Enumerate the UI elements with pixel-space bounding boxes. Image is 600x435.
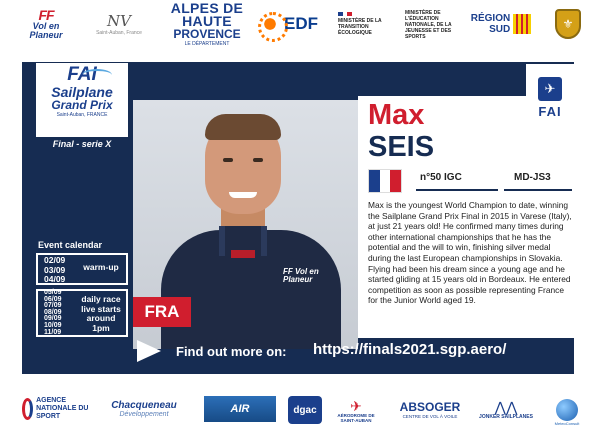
event-title-line2: Grand Prix (51, 98, 113, 112)
glider-registration: MD-JS3 (514, 172, 551, 183)
event-title-line1: Sailplane (51, 84, 113, 100)
meteo-logo (548, 396, 586, 428)
ministry-education-text: MINISTÈRE DE L'ÉDUCATION NATIONALE, DE LA JEUNESSE ET DES SPORTS (405, 10, 452, 40)
event-url-link[interactable]: https://finals2021.sgp.aero/ (313, 341, 507, 358)
pilot-eye-right (253, 158, 263, 162)
absoger-name: ABSOGER (399, 399, 461, 414)
date-item: 06/09 (44, 295, 62, 303)
absoger-sub: CENTRE DE VOL À VOILE (402, 413, 458, 419)
calendar-warmup-box (36, 253, 128, 285)
registration-underline (504, 189, 572, 191)
nv-sub: Saint-Auban, France (96, 30, 142, 36)
event-logo-card (36, 63, 128, 151)
warmup-label: warm-up (83, 262, 119, 272)
alpes-line1: ALPES DE HAUTE (170, 0, 244, 29)
meteo-text: MeteoConsult (554, 420, 580, 426)
french-flag-icon (368, 169, 402, 193)
edf-sun-icon (260, 14, 280, 34)
arrow-right-icon (137, 340, 161, 362)
jonker-wing-icon: ⋀⋀ (494, 399, 518, 415)
region-text (471, 13, 510, 35)
jonker-text: JONKER SAILPLANES (479, 414, 533, 420)
ministry-ecology-text: MINISTÈRE DE LA TRANSITION ÉCOLOGIQUE (338, 18, 382, 36)
fai-eagle-icon: ✈ (538, 77, 562, 101)
air-logo: AIR (204, 396, 276, 422)
town-crest-logo (550, 6, 586, 42)
date-item: 11/09 (44, 328, 62, 336)
find-out-more-label: Find out more on: (176, 344, 287, 359)
alpes-line3: LE DÉPARTEMENT (184, 40, 230, 47)
chacqueneau-logo (96, 396, 192, 422)
chacqueneau-sub: Développement (119, 411, 169, 418)
ans-logo (22, 396, 92, 422)
aerodrome-text: AÉRODROME DE SAINT-AUBAN (337, 413, 375, 423)
pilot-collar-band (231, 250, 255, 258)
ffvp-logo (22, 6, 70, 42)
ffvp-text: Vol en Planeur (29, 20, 63, 40)
calendar-title: Event calendar (38, 240, 103, 250)
globe-icon (556, 399, 578, 421)
fai-badge (526, 64, 574, 122)
igc-underline (416, 189, 498, 191)
igc-number: n°50 IGC (420, 172, 462, 183)
nv-mark: NV (107, 12, 131, 30)
region-line2: SUD (489, 24, 511, 35)
region-flag-icon (513, 14, 531, 34)
chacqueneau-name: Chacqueneau (111, 400, 177, 411)
shirt-badge: FF Vol en Planeur (283, 267, 319, 284)
alpes-haute-provence-logo (162, 0, 252, 47)
ans-swirl-icon (22, 398, 33, 420)
crest-shield-icon: ⚜ (555, 9, 581, 39)
date-item: 08/09 (44, 308, 62, 316)
race-dates (44, 290, 62, 336)
country-code-label: FRA (133, 297, 191, 327)
ans-text: AGENCE NATIONALE DU SPORT (36, 397, 89, 420)
date-item: 02/09 (44, 255, 66, 265)
event-series: Final - serie X (36, 137, 128, 151)
absoger-logo (388, 396, 472, 422)
event-location: Saint-Auban, FRANCE (56, 112, 108, 118)
fai-badge-text: FAI (538, 104, 562, 119)
ministry-education-logo (405, 8, 461, 40)
date-item: 10/09 (44, 321, 62, 329)
aerodrome-logo (334, 396, 378, 426)
ministry-ecology-logo (338, 8, 398, 40)
pilot-bio: Max is the youngest World Champion to date, winning the Sailplane Grand Prix Final in 2015 in Varese (Italy), at just 21 years old! He confirmed many times during other international championships that he has the potential and the will to win, finishing silver medal during the last European championships in Slovakia. Flying had been his dream since a young age and he started gliding at 15 years old in Bordeaux. He entered competition as soon as possible representing France for the Junior World aged 19. (368, 200, 572, 306)
dgac-logo: dgac (288, 396, 322, 424)
ffvp-mark: FF (38, 6, 54, 23)
region-sud-logo (468, 8, 534, 40)
top-sponsor-bar (0, 0, 600, 48)
event-fai-label: FAI (67, 64, 97, 85)
pilot-hair (205, 114, 281, 140)
nv-logo (90, 4, 148, 44)
warmup-dates (44, 256, 65, 285)
pilot-first-name: Max (368, 99, 425, 131)
pilot-eye-left (223, 158, 233, 162)
race-label: daily race live starts around 1pm (81, 294, 121, 333)
alpes-line2: PROVENCE (173, 26, 241, 41)
pilot-last-name: SEIS (368, 131, 435, 163)
edf-text: EDF (284, 14, 318, 33)
glider-swoosh-icon (82, 69, 112, 81)
region-line1: RÉGION (470, 13, 511, 24)
date-item: 04/09 (44, 274, 66, 284)
pilot-smile (229, 192, 257, 198)
date-item: 03/09 (44, 264, 66, 275)
jonker-logo (478, 396, 534, 424)
date-item: 07/09 (44, 302, 62, 310)
date-item: 05/09 (44, 289, 62, 296)
french-flag-icon (338, 12, 352, 16)
edf-logo (258, 10, 320, 38)
date-item: 09/09 (44, 315, 62, 323)
aerodrome-plane-icon: ✈ (350, 398, 362, 414)
calendar-race-box (36, 289, 128, 337)
